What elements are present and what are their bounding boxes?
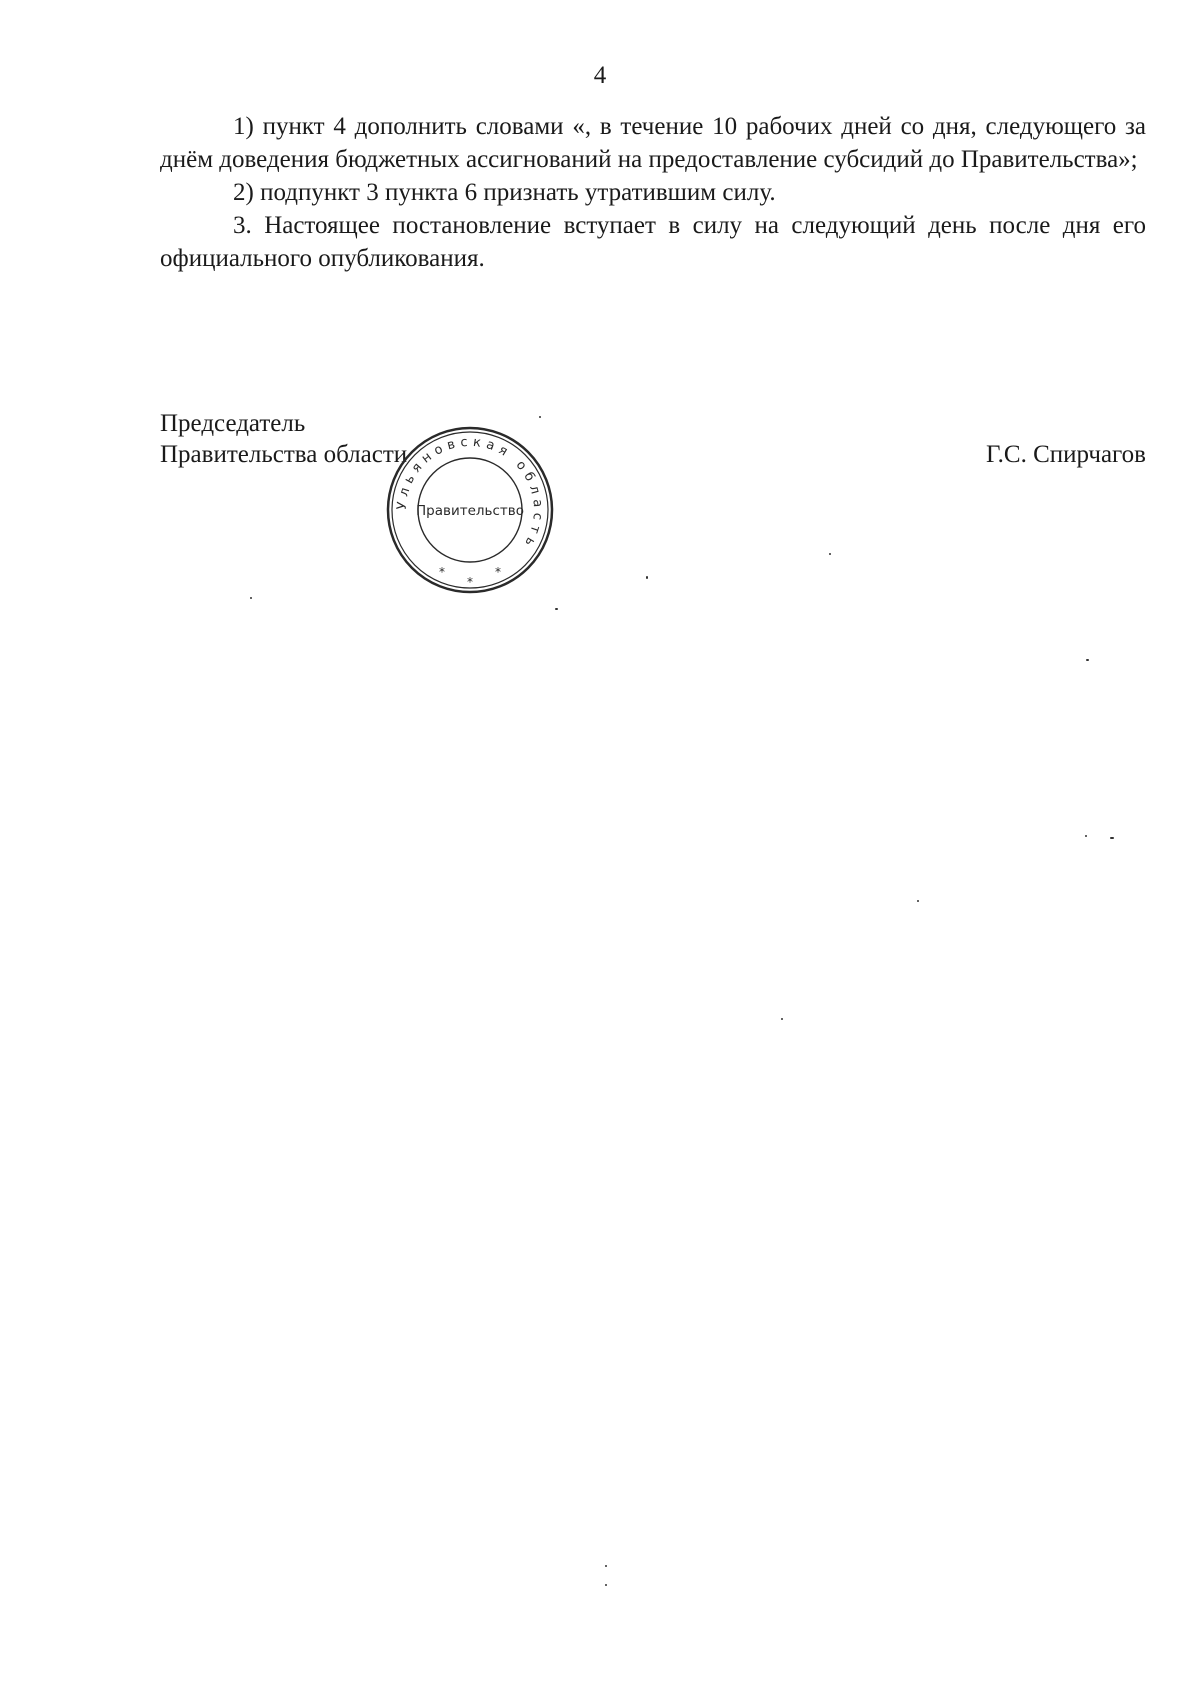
document-body (160, 110, 1146, 275)
scan-speck (605, 1584, 607, 1586)
page-number: 4 (593, 62, 607, 89)
signatory-title-line-1: Председатель (160, 410, 306, 437)
scan-speck (1110, 837, 1114, 839)
scan-speck (1085, 835, 1087, 837)
signatory-title-line-2: Правительства области (160, 441, 408, 468)
scan-speck (829, 553, 831, 555)
scan-speck (1086, 659, 1089, 661)
paragraph-1: 1) пункт 4 дополнить словами «, в течение 10 рабочих дней со дня, следующего за днём доведения бюджетных ассигнований на предоставление субсидий до Правительства»; (160, 113, 1146, 173)
scan-speck (539, 416, 541, 418)
seal-ring-text: Ульяновская область (394, 434, 546, 553)
signatory-title (160, 408, 407, 470)
seal-star-right: * (495, 565, 501, 579)
seal-star-left: * (439, 565, 445, 579)
official-seal-stamp (380, 420, 560, 600)
signatory-name: Г.С. Спирчагов (986, 441, 1146, 468)
seal-center-text: Правительство (416, 503, 524, 519)
scan-speck (917, 900, 919, 902)
paragraph-3: 3. Настоящее постановление вступает в силу на следующий день после дня его официального опубликования. (160, 212, 1146, 272)
scan-speck (555, 608, 558, 610)
seal-star-center: * (467, 575, 473, 589)
scan-speck (781, 1018, 783, 1020)
scan-speck (605, 1565, 607, 1567)
scan-speck (250, 597, 252, 599)
scan-speck (646, 576, 648, 579)
paragraph-2: 2) подпункт 3 пункта 6 признать утратившим силу. (233, 179, 776, 206)
